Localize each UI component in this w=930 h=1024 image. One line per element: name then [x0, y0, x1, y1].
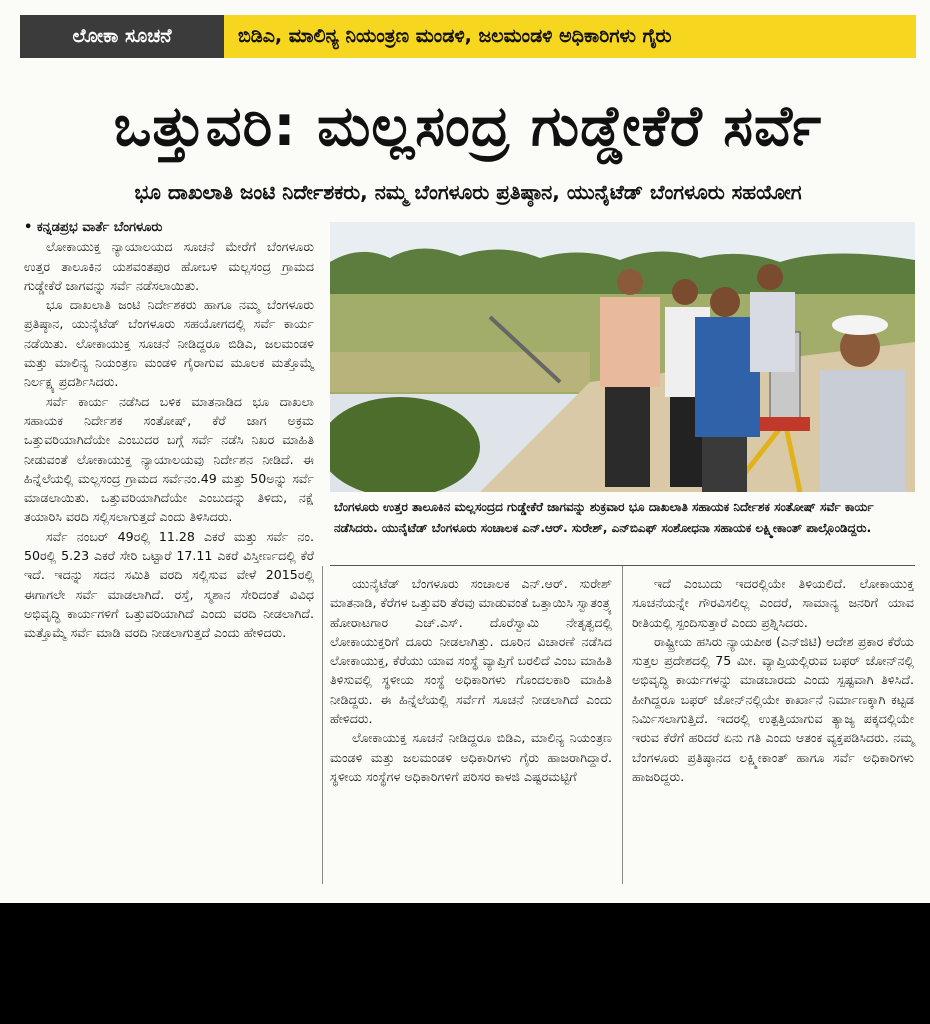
article-column-1	[24, 218, 314, 643]
article-column-2	[330, 574, 612, 786]
paragraph: ಯುನೈಟೆಡ್ ಬೆಂಗಳೂರು ಸಂಚಾಲಕ ಎನ್.ಆರ್. ಸುರೇಶ್ ಮಾತನಾಡಿ, ಕೆರೆಗಳ ಒತ್ತುವರಿ ತೆರವು ಮಾಡುವಂತೆ ಒತ್ತಾಯಿಸಿ ಸ್ವಾತಂತ್ರ್ಯ ಹೋರಾಟಗಾರ ಎಚ್.ಎಸ್. ದೊರೆಸ್ವಾಮಿ ನೇತೃತ್ವದಲ್ಲಿ ಲೋಕಾಯುಕ್ತರಿಗೆ ದೂರು ನೀಡಲಾಗಿತ್ತು. ದೂರಿನ ವಿಚಾರಣೆ ನಡೆಸಿದ ಲೋಕಾಯುಕ್ತ, ಕೆರೆಯು ಯಾವ ಸಂಸ್ಥೆ ವ್ಯಾಪ್ತಿಗೆ ಬರಲಿದೆ ಎಂಬ ಮಾಹಿತಿ ತಿಳಿಸುವಲ್ಲಿ ಸ್ಥಳೀಯ ಸಂಸ್ಥೆ ಅಧಿಕಾರಿಗಳು ಗೊಂದಲಕಾರಿ ಮಾಹಿತಿ ನೀಡಿದ್ದರು. ಈ ಹಿನ್ನೆಲೆಯಲ್ಲಿ ಸರ್ವೆಗೆ ಸೂಚನೆ ನೀಡಲಾಗಿದೆ ಎಂದು ಹೇಳಿದರು.	[330, 576, 612, 727]
paragraph: ಸರ್ವೆ ನಂಬರ್ 49ರಲ್ಲಿ 11.28 ಎಕರೆ ಮತ್ತು ಸರ್ವೆ ನಂ. 50ರಲ್ಲಿ 5.23 ಎಕರೆ ಸೇರಿ ಒಟ್ಟಾರೆ 17.11 ಎಕರೆ ವಿಸ್ತೀರ್ಣದಲ್ಲಿ ಕೆರೆ ಇದೆ. ಇದನ್ನು ಸದನ ಸಮಿತಿ ವರದಿ ಸಲ್ಲಿಸುವ ವೇಳೆ 2015ರಲ್ಲಿ ಈಗಾಗಲೇ ಸರ್ವೆ ಮಾಡಲಾಗಿದೆ. ರಸ್ತೆ, ಸ್ಮಶಾನ ಸೇರಿದಂತೆ ವಿವಿಧ ಅಭಿವೃದ್ಧಿ ಕಾರ್ಯಗಳಿಗೆ ಒತ್ತುವರಿಯಾಗಿದೆ ಎಂದು ವರದಿ ನೀಡಲಾಗಿದೆ. ಮತ್ತೊಮ್ಮೆ ಸರ್ವೆ ಮಾಡಿ ವರದಿ ನೀಡಲಾಗುತ್ತದೆ ಎಂದು ಹೇಳಿದರು.	[24, 528, 314, 641]
news-photo	[330, 222, 915, 492]
paragraph: ರಾಷ್ಟ್ರೀಯ ಹಸಿರು ನ್ಯಾಯಪೀಠ (ಎನ್‌ಜಿಟಿ) ಆದೇಶ ಪ್ರಕಾರ ಕೆರೆಯ ಸುತ್ತಲ ಪ್ರದೇಶದಲ್ಲಿ 75 ಮೀ. ವ್ಯಾಪ್ತಿಯಲ್ಲಿರುವ ಬಫರ್ ಜೋನ್‌ನಲ್ಲಿ ಅಭಿವೃದ್ಧಿ ಕಾರ್ಯಗಳನ್ನು ಮಾಡಬಾರದು ಎಂದು ಸ್ಪಷ್ಟವಾಗಿ ತಿಳಿಸಿದೆ. ಹೀಗಿದ್ದರೂ ಬಫರ್ ಜೋನ್‌ನಲ್ಲಿಯೇ ಕಾರ್ಖಾನೆ ನಿರ್ಮಾಣಕ್ಕಾಗಿ ಕಟ್ಟಡ ನಿರ್ಮಿಸಲಾಗುತ್ತಿದೆ. ಇದರಲ್ಲಿ ಉತ್ಪತ್ತಿಯಾಗುವ ತ್ಯಾಜ್ಯ ಪಕ್ಕದಲ್ಲಿಯೇ ಇರುವ ಕೆರೆಗೆ ಹರಿದರೆ ಏನು ಗತಿ ಎಂದು ಆತಂಕ ವ್ಯಕ್ತಪಡಿಸಿದರು. ನಮ್ಮ ಬೆಂಗಳೂರು ಪ್ರತಿಷ್ಠಾನದ ಲಕ್ಷ್ಮೀಕಾಂತ್ ಹಾಗೂ ಸರ್ವೆ ಅಧಿಕಾರಿಗಳು ಹಾಜರಿದ್ದರು.	[632, 633, 914, 784]
section-header-bar	[20, 15, 916, 58]
byline: • ಕನ್ನಡಪ್ರಭ ವಾರ್ತೆ ಬೆಂಗಳೂರು	[24, 220, 163, 235]
paragraph: ಲೋಕಾಯುಕ್ತ ಸೂಚನೆ ನೀಡಿದ್ದರೂ ಬಿಡಿಎ, ಮಾಲಿನ್ಯ ನಿಯಂತ್ರಣ ಮಂಡಳಿ ಮತ್ತು ಜಲಮಂಡಳಿ ಅಧಿಕಾರಿಗಳು ಗೈರು ಹಾಜರಾಗಿದ್ದಾರೆ. ಸ್ಥಳೀಯ ಸಂಸ್ಥೆಗಳ ಅಧಿಕಾರಿಗಳಿಗೆ ಪರಿಸರ ಕಾಳಜಿ ಎಷ್ಟರಮಟ್ಟಿಗೆ	[330, 730, 612, 784]
paragraph: ಸರ್ವೆ ಕಾರ್ಯ ನಡೆಸಿದ ಬಳಿಕ ಮಾತನಾಡಿದ ಭೂ ದಾಖಲಾ ಸಹಾಯಕ ನಿರ್ದೇಶಕ ಸಂತೋಷ್, ಕೆರೆ ಜಾಗ ಅಕ್ರಮ ಒತ್ತುವರಿಯಾಗಿದೆಯೇ ಎಂಬುದರ ಬಗ್ಗೆ ಸರ್ವೆ ನಡೆಸಿ ನಿಖರ ಮಾಹಿತಿ ನೀಡುವಂತೆ ಲೋಕಾಯುಕ್ತ ನ್ಯಾಯಾಲಯವು ನಿರ್ದೇಶನ ನೀಡಿದೆ. ಈ ಹಿನ್ನೆಲೆಯಲ್ಲಿ ಮಲ್ಲಸಂದ್ರ ಗ್ರಾಮದ ಸರ್ವೆನಂ.49 ಮತ್ತು 50ಅನ್ನು ಸರ್ವೆ ಮಾಡಲಾಯಿತು. ಒತ್ತುವರಿಯಾಗಿದೆಯೇ ಎಂಬುದನ್ನು ತಿಳಿದು, ನಕ್ಷೆ ತಯಾರಿಸಿ ವರದಿ ಸಲ್ಲಿಸಲಾಗುತ್ತದೆ ಎಂದು ತಿಳಿಸಿದರು.	[24, 393, 314, 525]
header-strapline: ಬಿಡಿಎ, ಮಾಲಿನ್ಯ ನಿಯಂತ್ರಣ ಮಂಡಳಿ, ಜಲಮಂಡಳಿ ಅಧಿಕಾರಿಗಳು ಗೈರು	[238, 25, 672, 47]
column-divider	[622, 566, 623, 884]
section-tag: ಲೋಕಾ ಸೂಚನೆ	[20, 15, 224, 58]
photo-caption: ಬೆಂಗಳೂರು ಉತ್ತರ ತಾಲೂಕಿನ ಮಲ್ಲಸಂದ್ರದ ಗುಡ್ಡೇಕೆರೆ ಜಾಗವನ್ನು ಶುಕ್ರವಾರ ಭೂ ದಾಖಲಾತಿ ಸಹಾಯಕ ನಿರ್ದೇಶಕ ಸಂತೋಷ್ ಸರ್ವೆ ಕಾರ್ಯ ನಡೆಸಿದರು. ಯುನೈಟೆಡ್ ಬೆಂಗಳೂರು ಸಂಚಾಲಕ ಎನ್.ಆರ್. ಸುರೇಶ್, ಎನ್‌ಬಿಎಫ್ ಸಂಶೋಧನಾ ಸಹಾಯಕ ಲಕ್ಷ್ಮೀಕಾಂತ್ ಪಾಲ್ಗೊಂಡಿದ್ದರು.	[334, 500, 874, 535]
paragraph: ಭೂ ದಾಖಲಾತಿ ಜಂಟಿ ನಿರ್ದೇಶಕರು ಹಾಗೂ ನಮ್ಮ ಬೆಂಗಳೂರು ಪ್ರತಿಷ್ಠಾನ, ಯುನೈಟೆಡ್ ಬೆಂಗಳೂರು ಸಹಯೋಗದಲ್ಲಿ ಸರ್ವೆ ಕಾರ್ಯ ನಡೆಯಿತು. ಲೋಕಾಯುಕ್ತ ಸೂಚನೆ ನೀಡಿದ್ದರೂ ಬಿಡಿಎ, ಜಲಮಂಡಳಿ ಮತ್ತು ಮಾಲಿನ್ಯ ನಿಯಂತ್ರಣ ಮಂಡಳಿ ಗೈರಾಗುವ ಮೂಲಕ ಮತ್ತೊಮ್ಮೆ ನಿರ್ಲಕ್ಷ್ಯ ಪ್ರದರ್ಶಿಸಿದರು.	[24, 297, 314, 390]
subheadline: ಭೂ ದಾಖಲಾತಿ ಜಂಟಿ ನಿರ್ದೇಶಕರು, ನಮ್ಮ ಬೆಂಗಳೂರು ಪ್ರತಿಷ್ಠಾನ, ಯುನೈಟೆಡ್ ಬೆಂಗಳೂರು ಸಹಯೋಗ	[134, 180, 802, 204]
headline: ಒತ್ತುವರಿ: ಮಲ್ಲಸಂದ್ರ ಗುಡ್ಡೇಕೆರೆ ಸರ್ವೆ	[113, 94, 823, 159]
paragraph: ಇದೆ ಎಂಬುದು ಇದರಲ್ಲಿಯೇ ತಿಳಿಯಲಿದೆ. ಲೋಕಾಯುಕ್ತ ಸೂಚನೆಯನ್ನೇ ಗೌರವಿಸಲಿಲ್ಲ ಎಂದರೆ, ಸಾಮಾನ್ಯ ಜನರಿಗೆ ಯಾವ ರೀತಿಯಲ್ಲಿ ಸ್ಪಂದಿಸುತ್ತಾರೆ ಎಂದು ಪ್ರಶ್ನಿಸಿದರು.	[632, 576, 914, 630]
paragraph: ಲೋಕಾಯುಕ್ತ ನ್ಯಾಯಾಲಯದ ಸೂಚನೆ ಮೇರೆಗೆ ಬೆಂಗಳೂರು ಉತ್ತರ ತಾಲೂಕಿನ ಯಶವಂತಪುರ ಹೋಬಳಿ ಮಲ್ಲಸಂದ್ರ ಗ್ರಾಮದ ಗುಡ್ಡೇಕೆರೆ ಜಾಗವನ್ನು ಸರ್ವೆ ನಡೆಸಲಾಯಿತು.	[24, 239, 314, 293]
bottom-black-band	[0, 903, 930, 1024]
column-divider	[322, 566, 323, 884]
article-column-3	[632, 574, 914, 786]
